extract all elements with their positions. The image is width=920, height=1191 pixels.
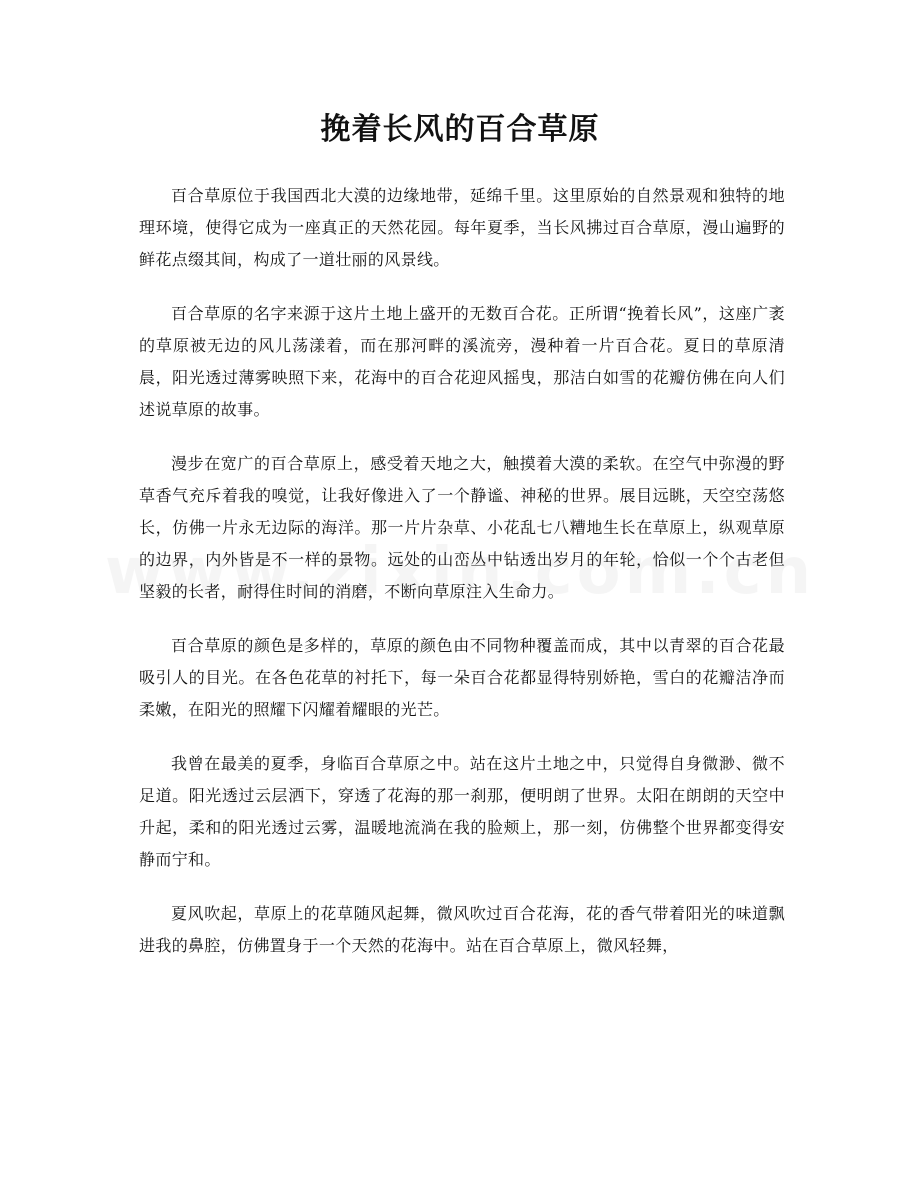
paragraph-6: 夏风吹起，草原上的花草随风起舞，微风吹过百合花海，花的香气带着阳光的味道飘进我的鼻腔，仿佛置身于一个天然的花海中。站在百合草原上，微风轻舞， — [139, 904, 785, 955]
paragraph-2: 百合草原的名字来源于这片土地上盛开的无数百合花。正所谓“挽着长风”，这座广袤的草原被无边的风儿荡漾着，而在那河畔的溪流旁，漫种着一片百合花。夏日的草原清晨，阳光透过薄雾映照下来，花海中的百合花迎风摇曳，那洁白如雪的花瓣仿佛在向人们述说草原的故事。 — [139, 304, 785, 419]
page-title: 挽着长风的百合草原 — [320, 112, 600, 147]
paragraph-3: 漫步在宽广的百合草原上，感受着天地之大，触摸着大漠的柔软。在空气中弥漫的野草香气充斥着我的嗅觉，让我好像进入了一个静谧、神秘的世界。展目远眺，天空空荡悠长，仿佛一片永无边际的海洋。那一片片杂草、小花乱七八糟地生长在草原上，纵观草原的边界，内外皆是不一样的景物。远处的山峦丛中钻透出岁月的年轮，恰似一个个古老但坚毅的长者，耐得住时间的消磨，不断向草原注入生命力。 — [139, 454, 785, 601]
document-body — [139, 180, 785, 984]
paragraph-5: 我曾在最美的夏季，身临百合草原之中。站在这片土地之中，只觉得自身微渺、微不足道。阳光透过云层洒下，穿透了花海的那一刹那，便明朗了世界。太阳在朗朗的天空中升起，柔和的阳光透过云雾，温暖地流淌在我的脸颊上，那一刻，仿佛整个世界都变得安静而宁和。 — [139, 754, 785, 869]
paragraph-1: 百合草原位于我国西北大漠的边缘地带，延绵千里。这里原始的自然景观和独特的地理环境，使得它成为一座真正的天然花园。每年夏季，当长风拂过百合草原，漫山遍野的鲜花点缀其间，构成了一道壮丽的风景线。 — [139, 186, 785, 269]
paragraph-4: 百合草原的颜色是多样的，草原的颜色由不同物种覆盖而成，其中以青翠的百合花最吸引人的目光。在各色花草的衬托下，每一朵百合花都显得特别娇艳，雪白的花瓣洁净而柔嫩，在阳光的照耀下闪耀着耀眼的光芒。 — [139, 636, 785, 719]
